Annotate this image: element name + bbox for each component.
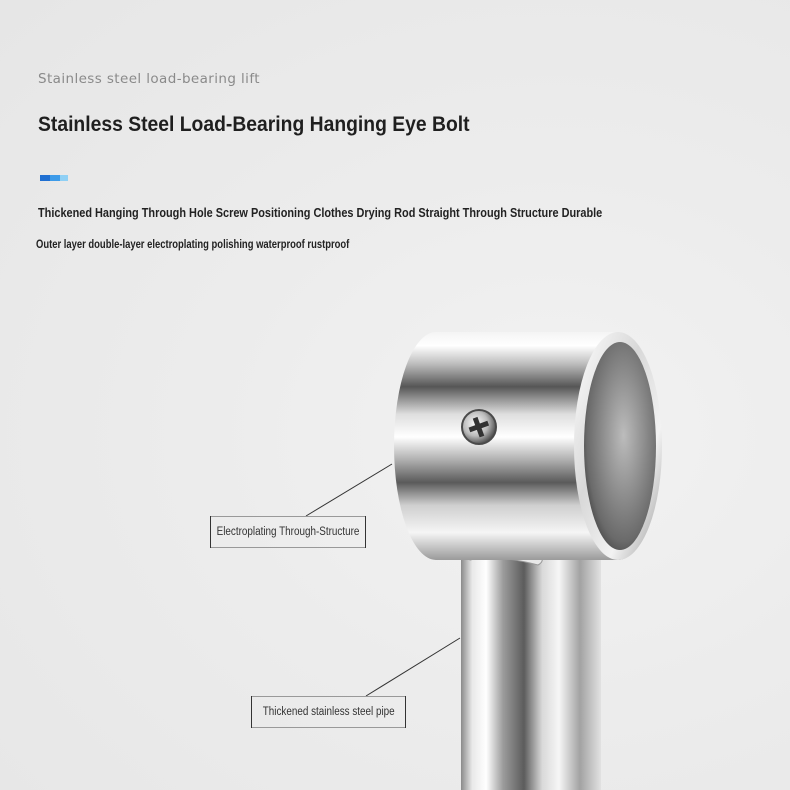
callout-label-pipe <box>251 696 406 728</box>
page-title: Stainless Steel Load-Bearing Hanging Eye Bolt <box>38 113 470 136</box>
callout-line-1 <box>306 464 392 516</box>
callout-label-electroplating <box>210 516 366 548</box>
callout-label-text-2: Thickened stainless steel pipe <box>262 706 395 718</box>
description-line-2: Outer layer double-layer electroplating polishing waterproof rustproof <box>36 239 350 251</box>
page-kicker: Stainless steel load-bearing lift <box>38 71 260 87</box>
description-line-1: Thickened Hanging Through Hole Screw Positioning Clothes Drying Rod Straight Through Structure Durable <box>38 205 603 220</box>
screw-icon <box>462 410 496 444</box>
callout-label-text-1: Electroplating Through-Structure <box>216 526 360 538</box>
callout-line-2 <box>366 638 460 696</box>
ring-inner <box>584 342 656 550</box>
vertical-pipe <box>461 540 601 790</box>
